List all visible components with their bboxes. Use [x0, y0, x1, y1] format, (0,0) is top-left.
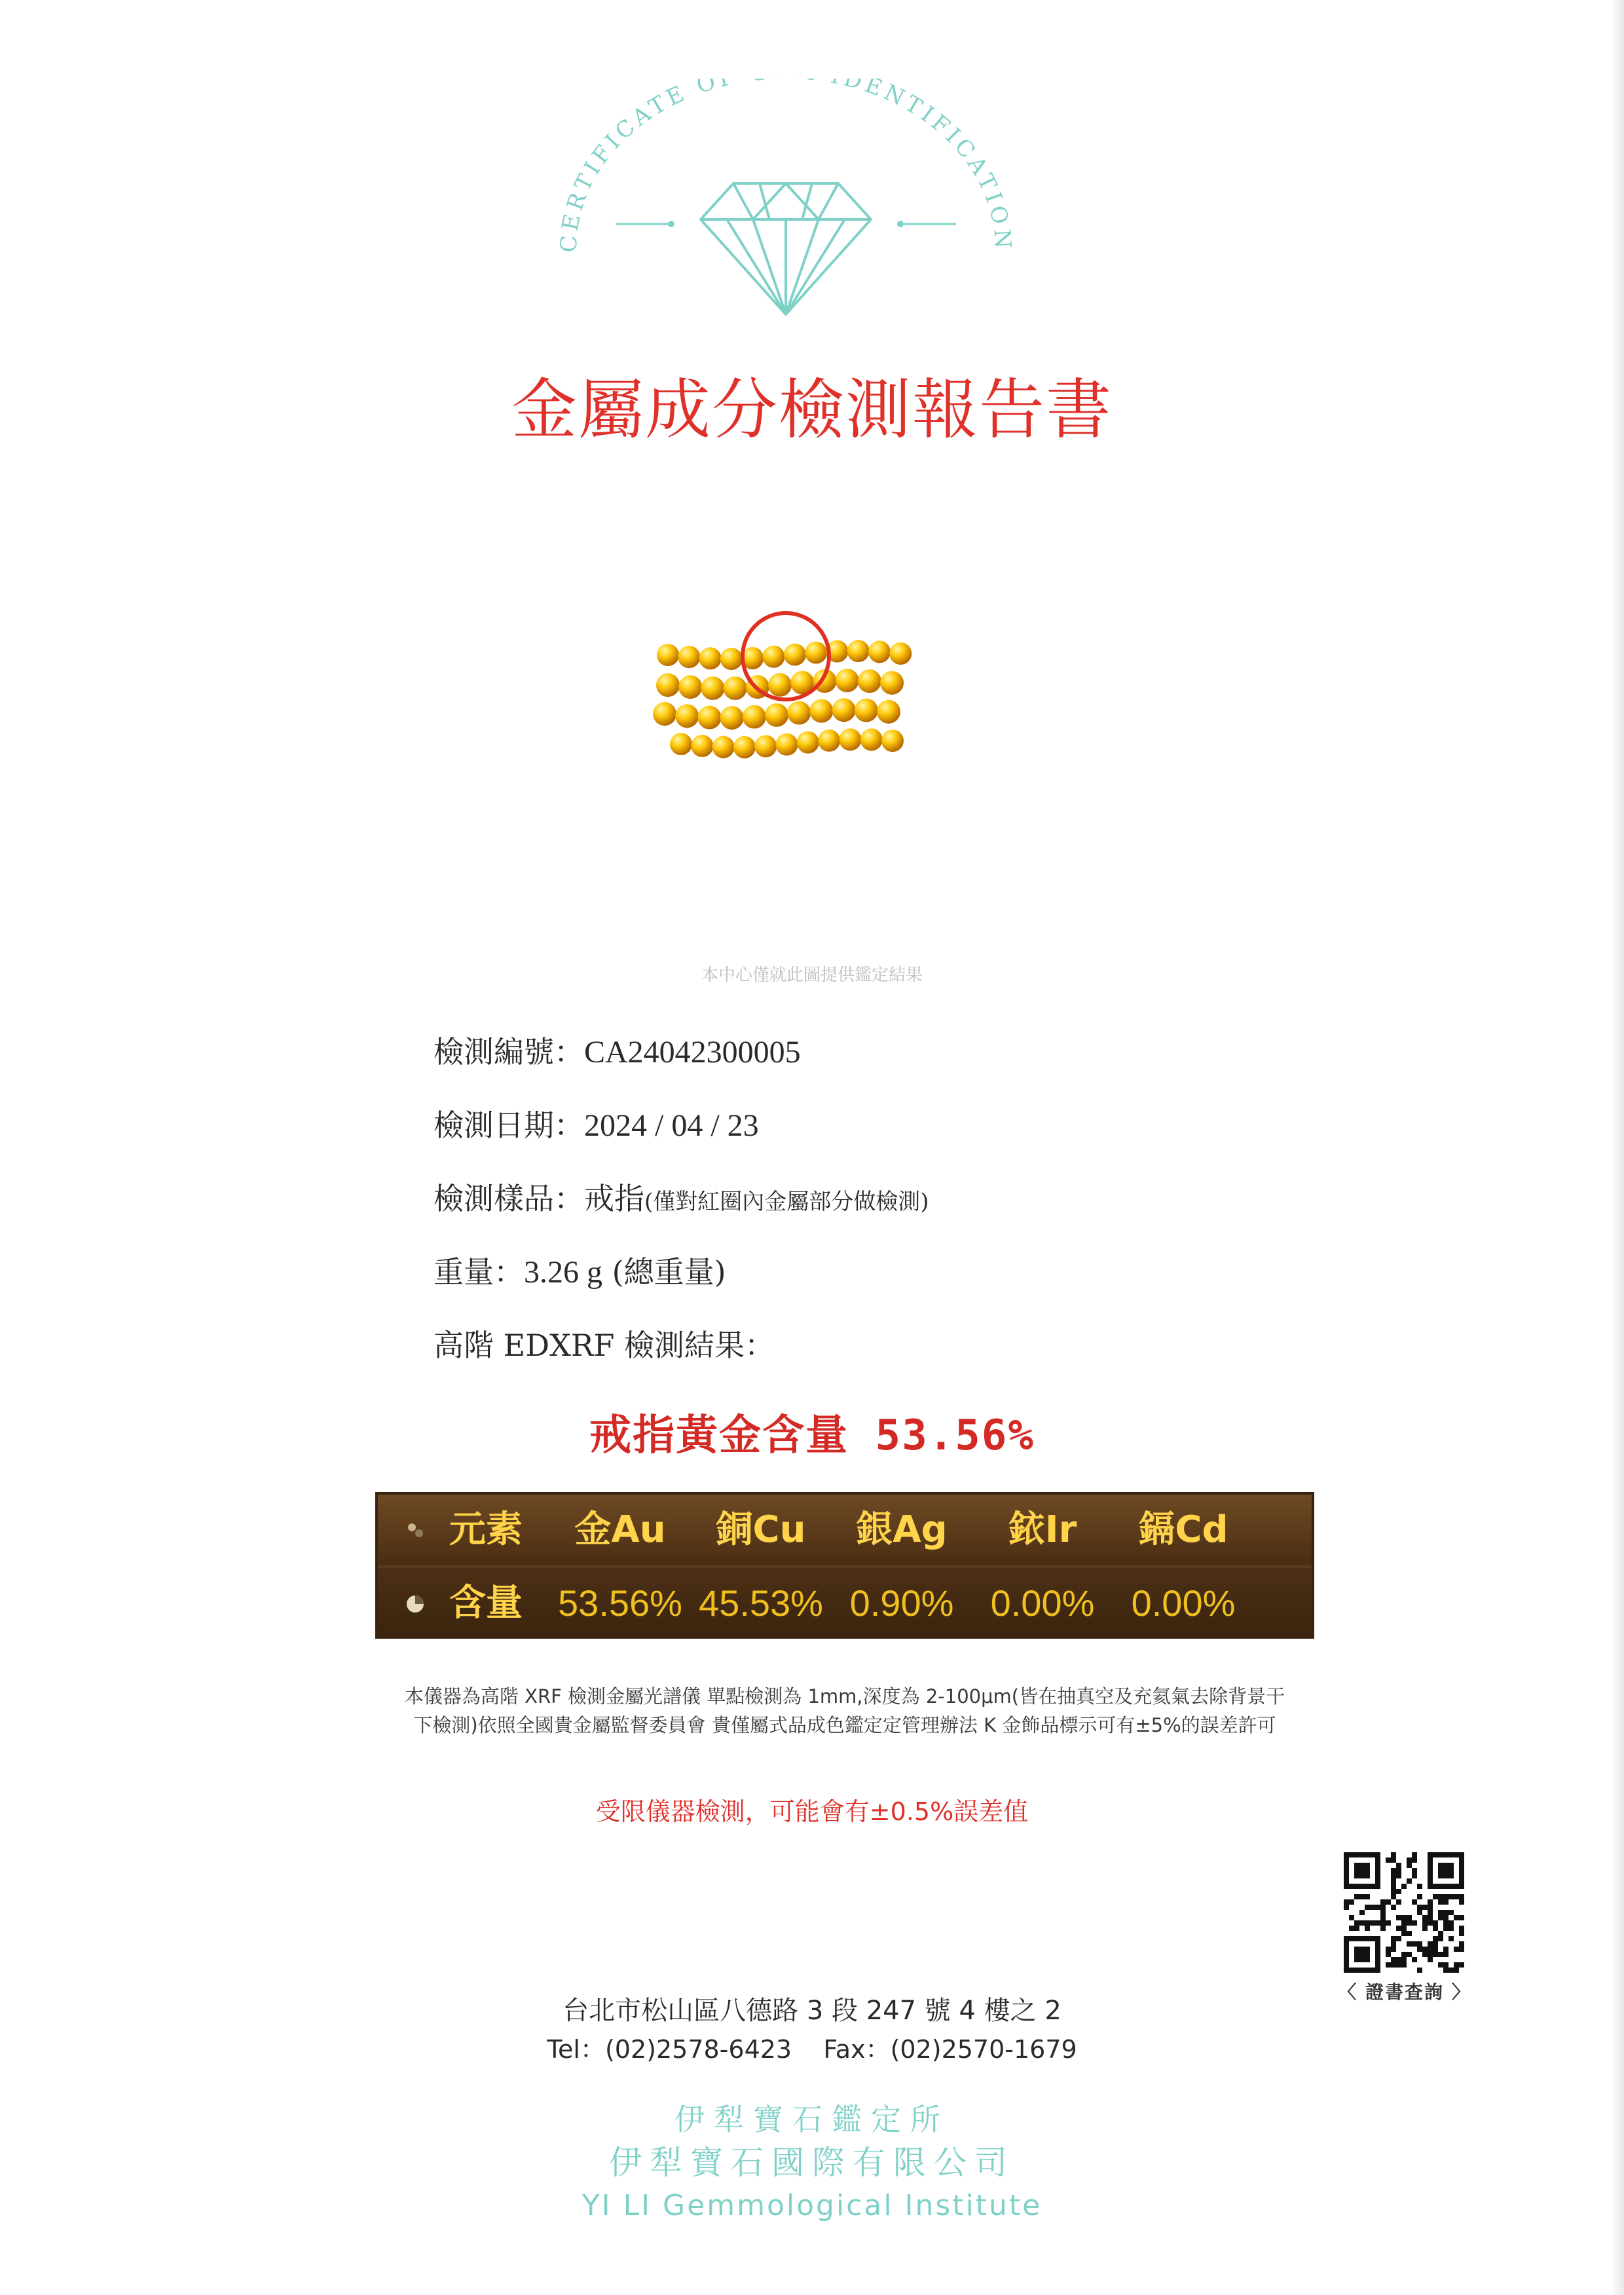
header-cd: 鎘Cd — [1138, 1508, 1228, 1551]
page-title: 金屬成分檢測報告書 — [511, 371, 1113, 448]
diamond-icon — [537, 79, 1035, 341]
ring-bead — [877, 700, 900, 724]
header-cu: 銅Cu — [716, 1508, 806, 1551]
ring-bead — [657, 644, 679, 666]
ring-bead — [720, 648, 743, 670]
institute-name-2: 伊犁寶石國際有限公司 — [609, 2144, 1015, 2182]
ring-bead — [699, 647, 722, 669]
weight-value: 3.26 g — [524, 1255, 602, 1290]
value-ag: 0.90% — [849, 1582, 954, 1624]
address: 台北市松山區八德路 3 段 247 號 4 樓之 2 — [563, 1996, 1061, 2026]
note-line-2: 下檢測)依照全國貴金屬監督委員會 貴僅屬式品成色鑑定定管理辦法 K 金飾品標示可有±5%的誤差許可 — [413, 1714, 1276, 1736]
test-date-line — [434, 1102, 759, 1145]
weight-label: 重量： — [434, 1254, 524, 1290]
ring-bead — [670, 733, 692, 755]
value-cd: 0.00% — [1131, 1582, 1236, 1624]
contact-info: Tel：(02)2578-6423 Fax：(02)2570-1679 — [547, 2035, 1077, 2064]
table-value-row — [378, 1568, 1312, 1639]
ring-bead — [847, 640, 870, 662]
ring-bead — [754, 735, 777, 757]
ring-bead — [675, 704, 699, 728]
method-label: 高階 EDXRF 檢測結果： — [434, 1328, 775, 1363]
institute-name-1: 伊犁寶石鑑定所 — [674, 2102, 950, 2137]
ring-bead — [787, 701, 811, 724]
ring-bead — [880, 671, 904, 695]
ring-bead — [836, 669, 859, 692]
certificate-logo — [537, 79, 1035, 341]
photo-caption: 本中心僅就此圖提供鑑定結果 — [701, 965, 923, 985]
ring-bead — [889, 643, 912, 665]
ring-bead — [839, 728, 861, 751]
ring-bead — [809, 699, 833, 722]
ring-bead — [697, 705, 721, 729]
qr-code-icon — [1344, 1852, 1464, 1973]
ring-bead — [656, 673, 680, 697]
ring-bead — [881, 730, 904, 752]
test-id-label: 檢測編號： — [434, 1034, 584, 1070]
test-date-label: 檢測日期： — [434, 1108, 584, 1143]
ring-bead — [858, 669, 881, 693]
note-line-1: 本儀器為高階 XRF 檢測金屬光譜儀 單點檢測為 1mm,深度為 2-100μm(皆在抽真空及充氦氣去除背景干 — [404, 1685, 1285, 1707]
ring-bead — [743, 705, 766, 729]
element-icon — [405, 1521, 425, 1540]
value-ir: 0.00% — [990, 1582, 1095, 1624]
test-id-line — [434, 1028, 801, 1072]
pie-icon — [405, 1594, 425, 1614]
qr-code[interactable] — [1344, 1852, 1464, 1973]
ring-bead — [768, 673, 792, 697]
ring-bead — [832, 698, 856, 722]
value-label: 含量 — [449, 1582, 523, 1624]
ring-bead — [678, 675, 702, 699]
logo-arc-text: CERTIFICATE O DENTIFICATION — [555, 79, 1016, 253]
ring-bead — [691, 735, 713, 757]
ring-bead — [797, 731, 819, 753]
test-sample-value: 戒指 — [584, 1181, 644, 1216]
ring-bead — [818, 730, 840, 752]
test-id-value: CA24042300005 — [584, 1035, 801, 1070]
ring-photo — [648, 603, 923, 812]
element-table — [375, 1492, 1314, 1639]
instrument-note — [334, 1682, 1356, 1740]
weight-note: (總重量) — [612, 1254, 726, 1290]
table-header-row — [378, 1495, 1312, 1565]
value-au: 53.56% — [558, 1582, 682, 1624]
ring-bead — [784, 643, 806, 665]
ring-bead — [763, 646, 785, 668]
ring-bead — [868, 641, 891, 663]
ring-bead — [776, 734, 798, 756]
tolerance-note: 受限儀器檢測，可能會有±0.5%誤差值 — [595, 1797, 1029, 1826]
ring-bead — [678, 646, 700, 668]
ring-image — [648, 603, 923, 812]
ring-bead — [712, 736, 735, 758]
ring-bead — [724, 677, 747, 700]
scan-edge — [1611, 0, 1624, 2295]
method-line — [434, 1322, 775, 1365]
ring-bead — [701, 677, 724, 700]
header-au: 金Au — [574, 1508, 666, 1551]
header-label: 元素 — [449, 1508, 523, 1551]
ring-bead — [765, 703, 788, 727]
header-ir: 銥Ir — [1008, 1508, 1077, 1551]
weight-line — [434, 1248, 726, 1292]
result-headline: 戒指黃金含量 53.56% — [589, 1411, 1035, 1460]
ring-bead — [733, 736, 756, 758]
ring-bead — [805, 641, 827, 663]
test-sample-label: 檢測樣品： — [434, 1181, 584, 1216]
qr-caption: 〈 證書查詢 〉 — [1338, 1981, 1471, 2003]
test-sample-note: (僅對紅圈內金屬部分做檢測) — [644, 1189, 929, 1215]
value-cu: 45.53% — [699, 1582, 823, 1624]
institute-name-en: YI LI Gemmological Institute — [581, 2189, 1043, 2222]
test-date-value: 2024 / 04 / 23 — [584, 1108, 759, 1143]
header-ag: 銀Ag — [856, 1508, 948, 1551]
ring-bead — [653, 702, 676, 726]
ring-bead — [860, 728, 883, 751]
ring-bead — [855, 699, 878, 722]
ring-bead — [720, 706, 744, 730]
test-sample-line — [434, 1175, 929, 1218]
